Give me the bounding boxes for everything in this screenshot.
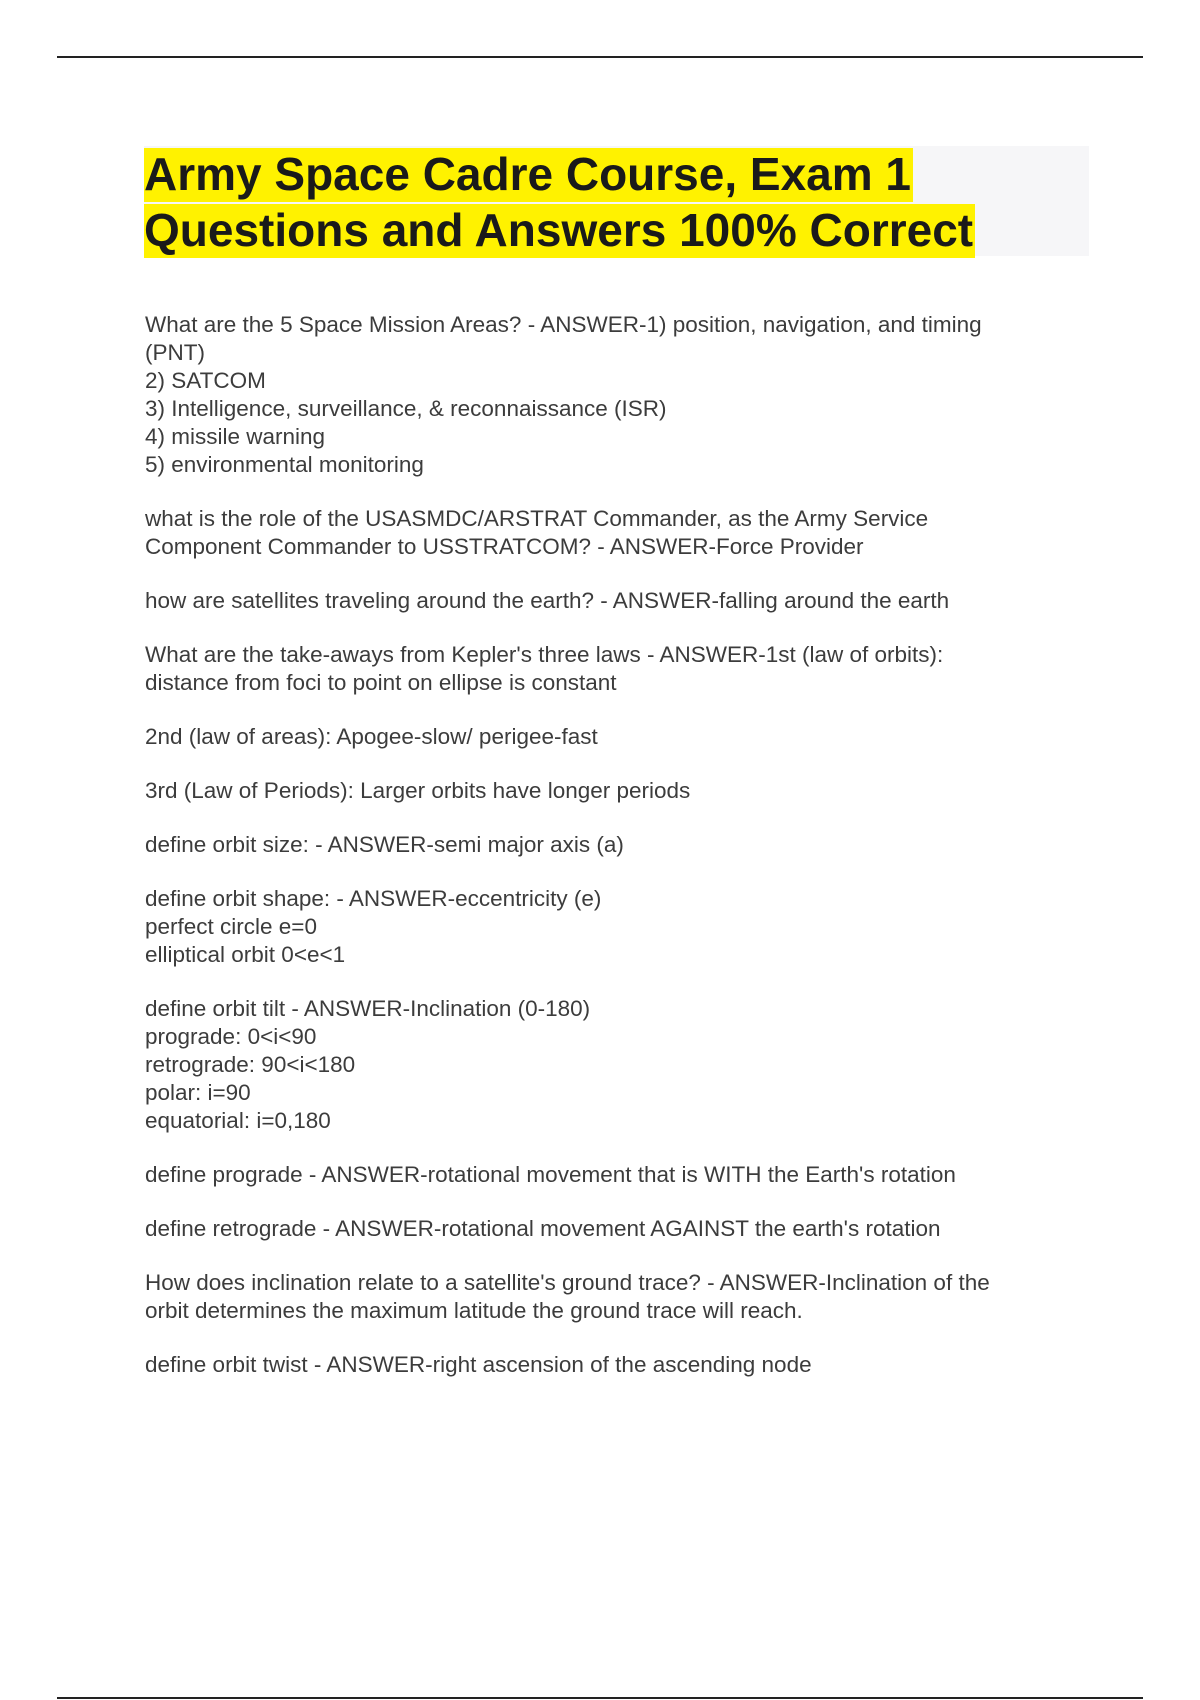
qa-line: 3rd (Law of Periods): Larger orbits have longer periods <box>145 778 691 803</box>
qa-line: 3) Intelligence, surveillance, & reconnaissance (ISR) <box>145 396 667 421</box>
qa-line: define orbit twist - ANSWER-right ascension of the ascending node <box>145 1352 812 1377</box>
qa-entry <box>145 1269 1075 1325</box>
qa-line: how are satellites traveling around the earth? - ANSWER-falling around the earth <box>145 588 950 613</box>
qa-line: define orbit shape: - ANSWER-eccentricity (e) <box>145 886 602 911</box>
qa-entry <box>145 587 1075 615</box>
qa-line: define orbit size: - ANSWER-semi major axis (a) <box>145 832 624 857</box>
top-rule <box>57 56 1143 58</box>
qa-line: equatorial: i=0,180 <box>145 1108 331 1133</box>
qa-line: orbit determines the maximum latitude the ground trace will reach. <box>145 1298 803 1323</box>
qa-entry <box>145 505 1075 561</box>
qa-line: define prograde - ANSWER-rotational movement that is WITH the Earth's rotation <box>145 1162 956 1187</box>
qa-line: What are the take-aways from Kepler's three laws - ANSWER-1st (law of orbits): <box>145 642 944 667</box>
qa-line: distance from foci to point on ellipse is constant <box>145 670 617 695</box>
qa-line: perfect circle e=0 <box>145 914 317 939</box>
qa-entry <box>145 885 1075 969</box>
qa-entry <box>145 1161 1075 1189</box>
qa-line: what is the role of the USASMDC/ARSTRAT Commander, as the Army Service <box>145 506 929 531</box>
qa-content <box>145 311 1075 1405</box>
qa-entry <box>145 995 1075 1135</box>
qa-entry <box>145 777 1075 805</box>
qa-line: How does inclination relate to a satellite's ground trace? - ANSWER-Inclination of the <box>145 1270 990 1295</box>
qa-line: 4) missile warning <box>145 424 326 449</box>
qa-line: elliptical orbit 0<e<1 <box>145 942 346 967</box>
qa-entry <box>145 641 1075 697</box>
title-block <box>144 146 1089 256</box>
qa-line: (PNT) <box>145 340 205 365</box>
qa-line: 5) environmental monitoring <box>145 452 424 477</box>
qa-line: define retrograde - ANSWER-rotational movement AGAINST the earth's rotation <box>145 1216 941 1241</box>
qa-line: 2) SATCOM <box>145 368 266 393</box>
qa-entry <box>145 1351 1075 1379</box>
qa-entry <box>145 311 1075 479</box>
qa-line: polar: i=90 <box>145 1080 251 1105</box>
qa-entry <box>145 831 1075 859</box>
page-title <box>144 146 1089 258</box>
title-line-2: Questions and Answers 100% Correct <box>144 204 974 256</box>
qa-line: Component Commander to USSTRATCOM? - ANSWER-Force Provider <box>145 534 864 559</box>
qa-line: 2nd (law of areas): Apogee-slow/ perigee-fast <box>145 724 598 749</box>
qa-line: define orbit tilt - ANSWER-Inclination (0-180) <box>145 996 591 1021</box>
title-line-1: Army Space Cadre Course, Exam 1 <box>144 148 912 200</box>
bottom-rule <box>57 1697 1143 1699</box>
qa-entry <box>145 1215 1075 1243</box>
qa-entry <box>145 723 1075 751</box>
qa-line: prograde: 0<i<90 <box>145 1024 317 1049</box>
qa-line: retrograde: 90<i<180 <box>145 1052 356 1077</box>
qa-line: What are the 5 Space Mission Areas? - ANSWER-1) position, navigation, and timing <box>145 312 982 337</box>
